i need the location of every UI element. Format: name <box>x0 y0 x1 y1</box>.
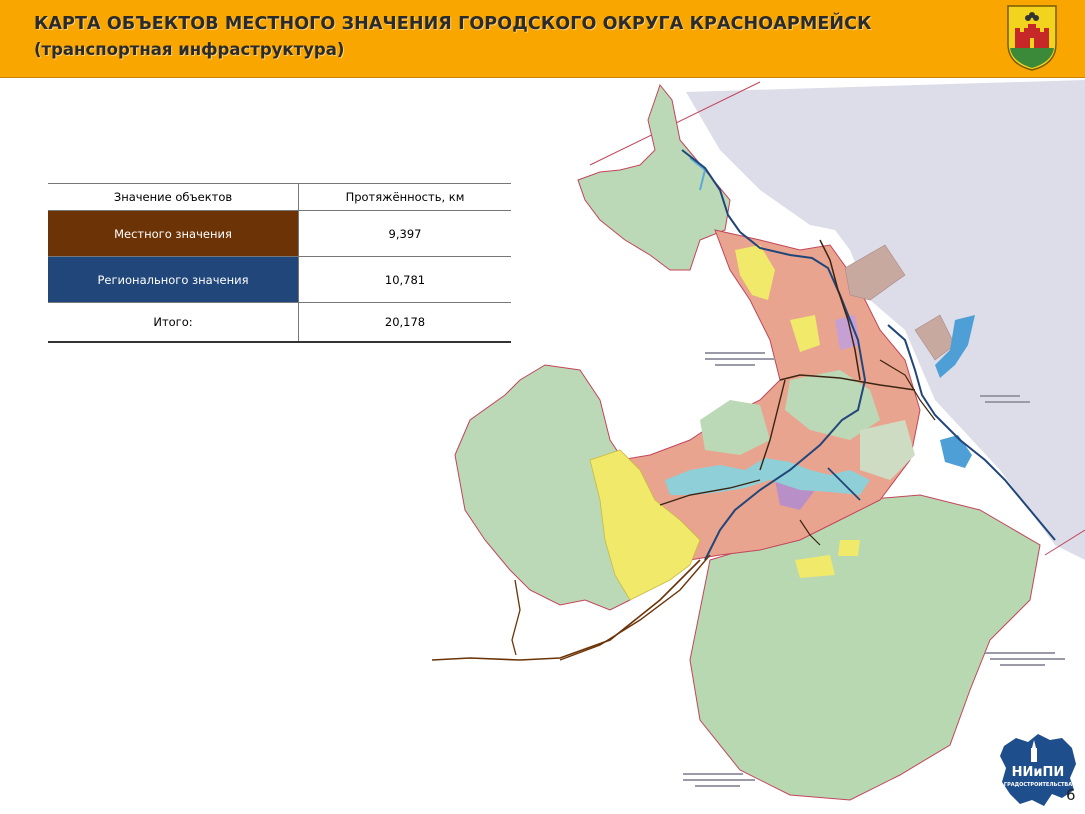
logo-text: НИиПИ <box>1011 765 1065 780</box>
page-subtitle: (транспортная инфраструктура) <box>34 40 345 59</box>
row-value-local: 9,397 <box>299 211 512 257</box>
lake <box>940 435 972 468</box>
row-value-regional: 10,781 <box>299 257 512 303</box>
page-number: 6 <box>1066 786 1076 804</box>
table-row <box>48 303 511 343</box>
roads-length-table <box>48 183 511 343</box>
row-label-local: Местного значения <box>48 211 299 257</box>
column-header-significance: Значение объектов <box>48 184 299 211</box>
logo-subtext: ГРАДОСТРОИТЕЛЬСТВА <box>1003 782 1073 788</box>
residential-area-south-2 <box>838 540 860 556</box>
row-value-total: 20,178 <box>299 303 512 343</box>
title-banner <box>0 0 1085 78</box>
table-header-row <box>48 184 511 211</box>
row-label-total: Итого: <box>48 303 299 343</box>
table-row <box>48 257 511 303</box>
railway-3 <box>512 580 520 655</box>
table-row <box>48 211 511 257</box>
row-label-regional: Регионального значения <box>48 257 299 303</box>
coat-of-arms-icon <box>1006 4 1058 72</box>
park-area-3 <box>860 420 915 480</box>
column-header-length: Протяжённость, км <box>299 184 512 211</box>
page-title: КАРТА ОБЪЕКТОВ МЕСТНОГО ЗНАЧЕНИЯ ГОРОДСКОГО ОКРУГА КРАСНОАРМЕЙСК <box>34 14 872 34</box>
territory-map <box>428 78 1085 814</box>
